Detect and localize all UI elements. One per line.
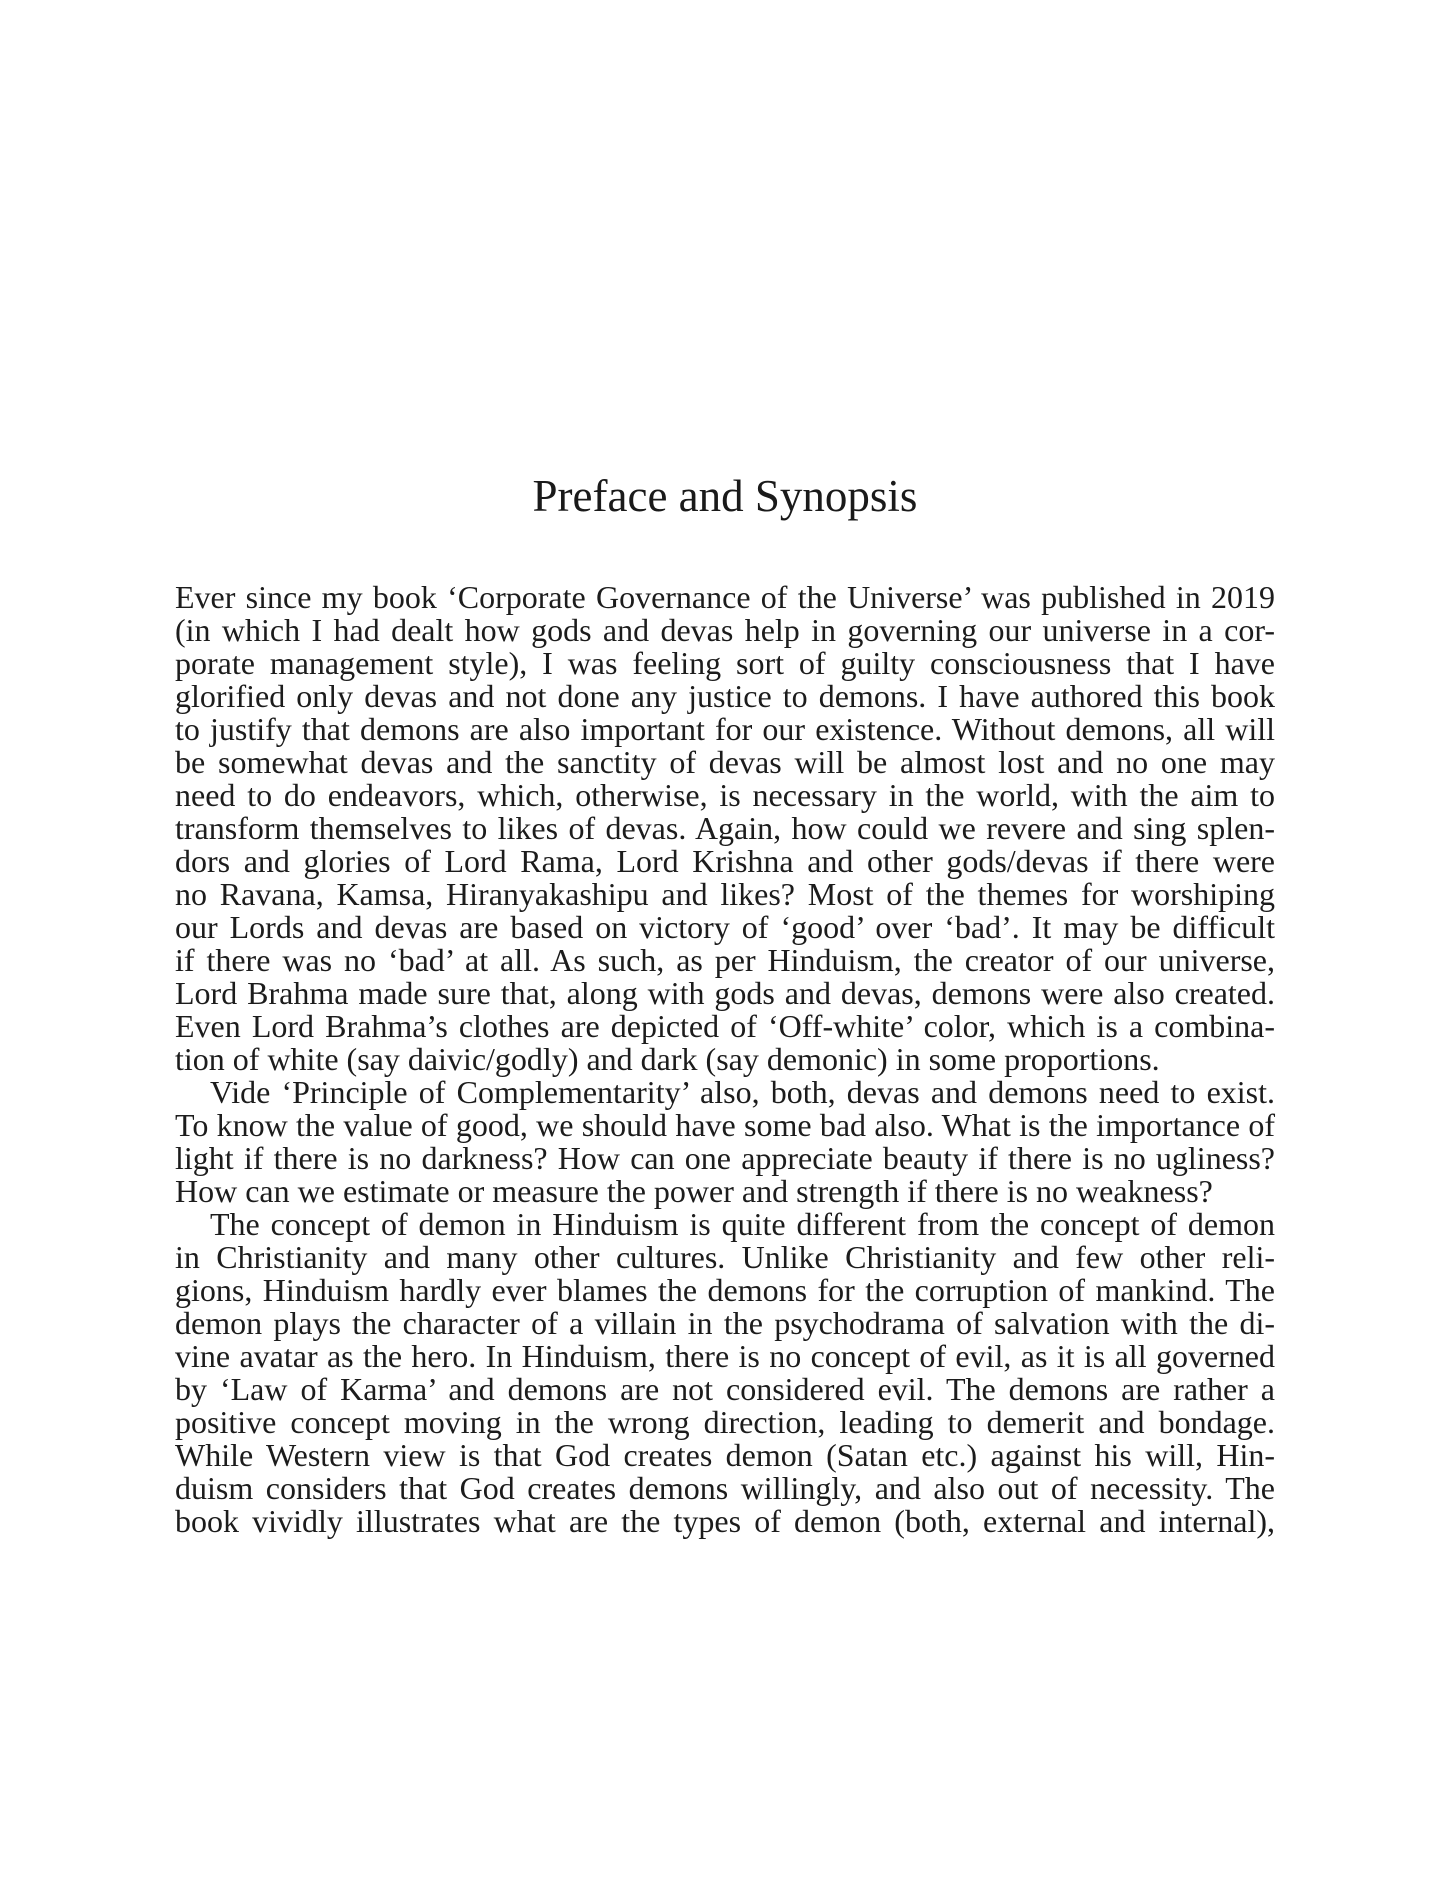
text-line: vine avatar as the hero. In Hinduism, there is no concept of evil, as it is all governed bbox=[175, 1338, 1275, 1374]
text-line: if there was no ‘bad’ at all. As such, as per Hinduism, the creator of our universe, bbox=[175, 942, 1275, 978]
text-line: glorified only devas and not done any justice to demons. I have authored this book bbox=[175, 678, 1275, 714]
text-line: to justify that demons are also important for our existence. Without demons, all will bbox=[175, 711, 1275, 747]
text-line: book vividly illustrates what are the types of demon (both, external and internal), bbox=[175, 1503, 1275, 1539]
text-line: in Christianity and many other cultures. Unlike Christianity and few other reli- bbox=[175, 1239, 1275, 1275]
text-line: light if there is no darkness? How can one appreciate beauty if there is no ugliness? bbox=[175, 1140, 1275, 1176]
text-line: The concept of demon in Hinduism is quite different from the concept of demon bbox=[210, 1206, 1275, 1242]
text-line: To know the value of good, we should have some bad also. What is the importance of bbox=[175, 1107, 1275, 1143]
text-line: by ‘Law of Karma’ and demons are not considered evil. The demons are rather a bbox=[175, 1371, 1275, 1407]
text-line: Ever since my book ‘Corporate Governance of the Universe’ was published in 2019 bbox=[175, 579, 1275, 615]
text-line: Vide ‘Principle of Complementarity’ also, both, devas and demons need to exist. bbox=[210, 1074, 1275, 1110]
text-line: positive concept moving in the wrong direction, leading to demerit and bondage. bbox=[175, 1404, 1275, 1440]
text-line: need to do endeavors, which, otherwise, is necessary in the world, with the aim to bbox=[175, 777, 1275, 813]
text-line: How can we estimate or measure the power and strength if there is no weakness? bbox=[175, 1173, 1213, 1209]
text-line: no Ravana, Kamsa, Hiranyakashipu and likes? Most of the themes for worshiping bbox=[175, 876, 1275, 912]
text-line: porate management style), I was feeling sort of guilty consciousness that I have bbox=[175, 645, 1275, 681]
text-line: our Lords and devas are based on victory of ‘good’ over ‘bad’. It may be difficult bbox=[175, 909, 1275, 945]
text-line: Lord Brahma made sure that, along with gods and devas, demons were also created. bbox=[175, 975, 1275, 1011]
text-line: Even Lord Brahma’s clothes are depicted of ‘Off-white’ color, which is a combina- bbox=[175, 1008, 1275, 1044]
chapter-title: Preface and Synopsis bbox=[532, 471, 918, 521]
text-line: be somewhat devas and the sanctity of devas will be almost lost and no one may bbox=[175, 744, 1275, 780]
text-line: While Western view is that God creates demon (Satan etc.) against his will, Hin- bbox=[175, 1437, 1275, 1473]
text-line: dors and glories of Lord Rama, Lord Krishna and other gods/devas if there were bbox=[175, 843, 1275, 879]
text-line: transform themselves to likes of devas. Again, how could we revere and sing splen- bbox=[175, 810, 1275, 846]
text-line: demon plays the character of a villain in the psychodrama of salvation with the di- bbox=[175, 1305, 1275, 1341]
text-line: tion of white (say daivic/godly) and dark (say demonic) in some proportions. bbox=[175, 1041, 1160, 1077]
text-line: duism considers that God creates demons willingly, and also out of necessity. The bbox=[175, 1470, 1275, 1506]
text-line: gions, Hinduism hardly ever blames the demons for the corruption of mankind. The bbox=[175, 1272, 1275, 1308]
text-line: (in which I had dealt how gods and devas help in governing our universe in a cor- bbox=[175, 612, 1275, 648]
